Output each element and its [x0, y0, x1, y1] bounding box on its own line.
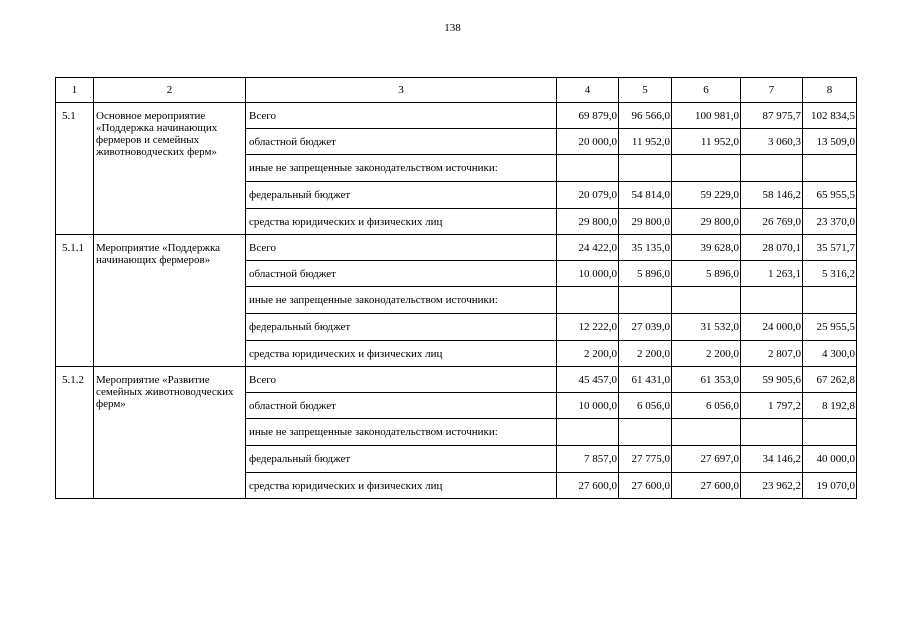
amount-cell: 35 571,7	[803, 235, 857, 261]
amount-cell: 27 600,0	[619, 473, 672, 499]
funding-source: федеральный бюджет	[246, 314, 557, 341]
amount-cell: 11 952,0	[672, 129, 741, 155]
amount-cell: 2 807,0	[741, 341, 803, 367]
amount-cell: 100 981,0	[672, 103, 741, 129]
funding-source: иные не запрещенные законодательством источники:	[246, 287, 557, 314]
amount-cell: 31 532,0	[672, 314, 741, 341]
amount-cell	[741, 287, 803, 314]
item-name: Основное мероприятие «Поддержка начинающих фермеров и семейных животноводческих ферм»	[94, 103, 246, 235]
funding-source: Всего	[246, 235, 557, 261]
amount-cell: 8 192,8	[803, 393, 857, 419]
item-code: 5.1.2	[56, 367, 94, 499]
amount-cell: 69 879,0	[557, 103, 619, 129]
amount-cell: 10 000,0	[557, 261, 619, 287]
amount-cell: 58 146,2	[741, 182, 803, 209]
amount-cell: 11 952,0	[619, 129, 672, 155]
amount-cell: 5 896,0	[672, 261, 741, 287]
amount-cell: 61 353,0	[672, 367, 741, 393]
amount-cell: 3 060,3	[741, 129, 803, 155]
amount-cell	[557, 155, 619, 182]
amount-cell	[557, 419, 619, 446]
amount-cell: 20 079,0	[557, 182, 619, 209]
amount-cell: 2 200,0	[672, 341, 741, 367]
amount-cell: 27 775,0	[619, 446, 672, 473]
amount-cell: 24 422,0	[557, 235, 619, 261]
amount-cell: 39 628,0	[672, 235, 741, 261]
amount-cell: 102 834,5	[803, 103, 857, 129]
amount-cell: 34 146,2	[741, 446, 803, 473]
amount-cell: 26 769,0	[741, 209, 803, 235]
amount-cell: 54 814,0	[619, 182, 672, 209]
table-header	[56, 78, 857, 103]
amount-cell: 5 896,0	[619, 261, 672, 287]
item-code: 5.1	[56, 103, 94, 235]
amount-cell: 27 039,0	[619, 314, 672, 341]
amount-cell	[619, 287, 672, 314]
item-name: Мероприятие «Поддержка начинающих фермеров»	[94, 235, 246, 367]
amount-cell: 1 797,2	[741, 393, 803, 419]
amount-cell	[619, 419, 672, 446]
amount-cell: 20 000,0	[557, 129, 619, 155]
amount-cell: 67 262,8	[803, 367, 857, 393]
amount-cell: 2 200,0	[557, 341, 619, 367]
item-name: Мероприятие «Развитие семейных животноводческих ферм»	[94, 367, 246, 499]
amount-cell: 27 600,0	[672, 473, 741, 499]
table-row	[56, 367, 857, 393]
amount-cell: 23 962,2	[741, 473, 803, 499]
amount-cell	[557, 287, 619, 314]
funding-source: средства юридических и физических лиц	[246, 341, 557, 367]
amount-cell: 2 200,0	[619, 341, 672, 367]
page-number: 138	[444, 22, 461, 34]
amount-cell: 35 135,0	[619, 235, 672, 261]
amount-cell: 12 222,0	[557, 314, 619, 341]
table-body	[56, 103, 857, 499]
amount-cell	[672, 419, 741, 446]
funding-source: федеральный бюджет	[246, 446, 557, 473]
amount-cell: 29 800,0	[619, 209, 672, 235]
amount-cell: 65 955,5	[803, 182, 857, 209]
amount-cell: 29 800,0	[672, 209, 741, 235]
amount-cell: 40 000,0	[803, 446, 857, 473]
amount-cell: 27 697,0	[672, 446, 741, 473]
budget-table	[55, 77, 857, 499]
funding-source: федеральный бюджет	[246, 182, 557, 209]
amount-cell	[741, 155, 803, 182]
table-row	[56, 235, 857, 261]
funding-source: средства юридических и физических лиц	[246, 209, 557, 235]
amount-cell: 23 370,0	[803, 209, 857, 235]
amount-cell: 5 316,2	[803, 261, 857, 287]
funding-source: областной бюджет	[246, 261, 557, 287]
funding-source: средства юридических и физических лиц	[246, 473, 557, 499]
amount-cell: 1 263,1	[741, 261, 803, 287]
table-row	[56, 103, 857, 129]
amount-cell	[672, 155, 741, 182]
amount-cell: 28 070,1	[741, 235, 803, 261]
column-header: 3	[246, 78, 557, 103]
funding-source: Всего	[246, 367, 557, 393]
amount-cell: 24 000,0	[741, 314, 803, 341]
funding-source: иные не запрещенные законодательством источники:	[246, 155, 557, 182]
funding-source: Всего	[246, 103, 557, 129]
amount-cell: 6 056,0	[672, 393, 741, 419]
amount-cell: 13 509,0	[803, 129, 857, 155]
amount-cell: 7 857,0	[557, 446, 619, 473]
column-header: 4	[557, 78, 619, 103]
amount-cell: 59 905,6	[741, 367, 803, 393]
amount-cell: 59 229,0	[672, 182, 741, 209]
amount-cell: 25 955,5	[803, 314, 857, 341]
amount-cell: 45 457,0	[557, 367, 619, 393]
column-header: 8	[803, 78, 857, 103]
amount-cell: 96 566,0	[619, 103, 672, 129]
amount-cell	[741, 419, 803, 446]
funding-source: областной бюджет	[246, 129, 557, 155]
amount-cell: 87 975,7	[741, 103, 803, 129]
amount-cell	[672, 287, 741, 314]
amount-cell	[803, 155, 857, 182]
amount-cell: 10 000,0	[557, 393, 619, 419]
amount-cell: 29 800,0	[557, 209, 619, 235]
amount-cell: 27 600,0	[557, 473, 619, 499]
amount-cell: 61 431,0	[619, 367, 672, 393]
funding-source: иные не запрещенные законодательством источники:	[246, 419, 557, 446]
amount-cell: 19 070,0	[803, 473, 857, 499]
item-code: 5.1.1	[56, 235, 94, 367]
column-header: 6	[672, 78, 741, 103]
amount-cell	[619, 155, 672, 182]
amount-cell: 6 056,0	[619, 393, 672, 419]
funding-source: областной бюджет	[246, 393, 557, 419]
amount-cell	[803, 419, 857, 446]
header-row	[56, 78, 857, 103]
amount-cell: 4 300,0	[803, 341, 857, 367]
column-header: 1	[56, 78, 94, 103]
column-header: 5	[619, 78, 672, 103]
column-header: 2	[94, 78, 246, 103]
amount-cell	[803, 287, 857, 314]
column-header: 7	[741, 78, 803, 103]
